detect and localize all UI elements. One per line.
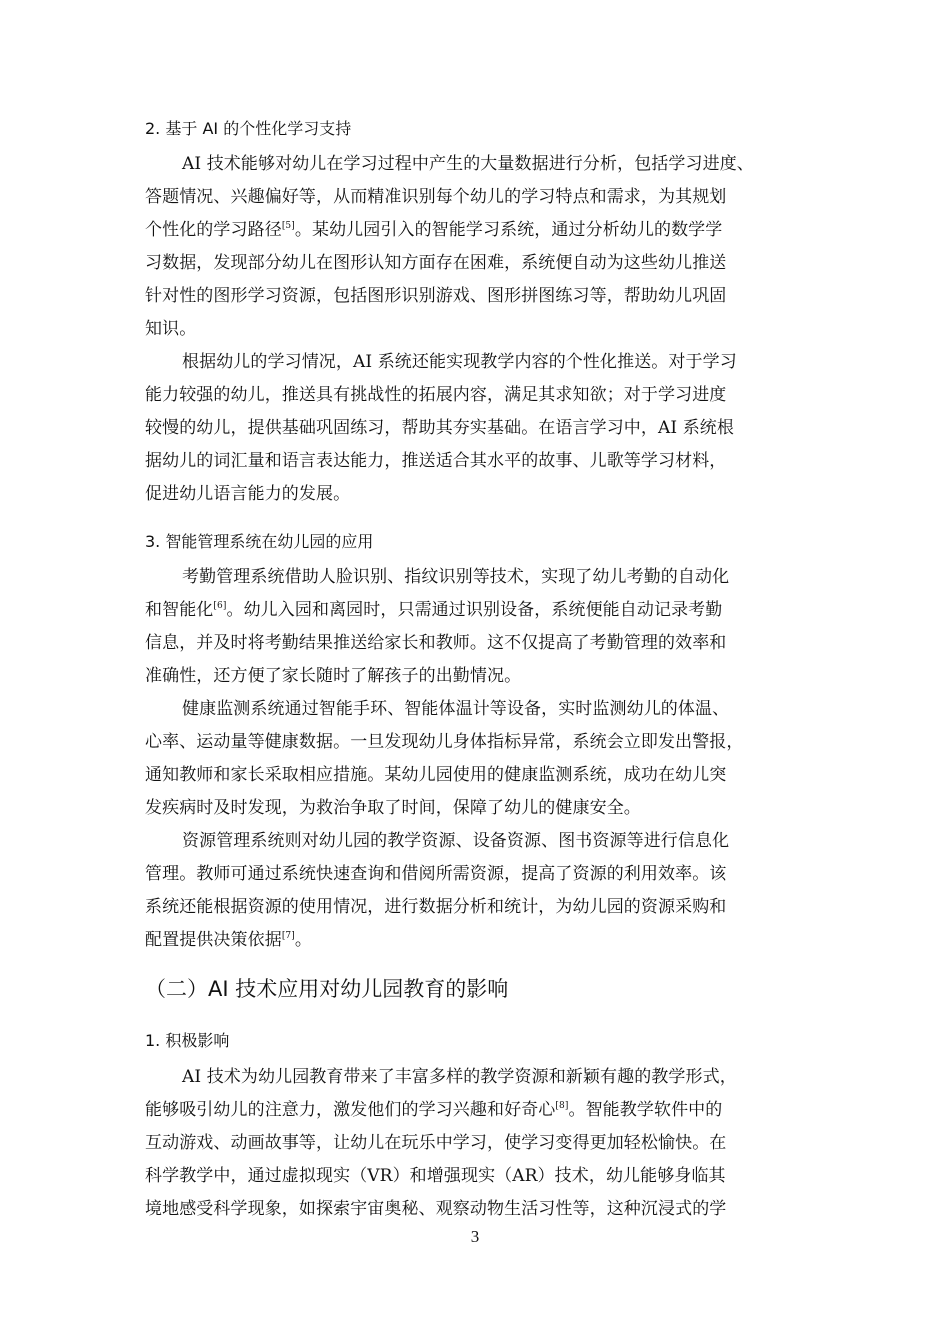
text-line: 系统还能根据资源的使用情况，进行数据分析和统计，为幼儿园的资源采购和	[145, 897, 727, 917]
section-heading-2: 2. 基于 AI 的个性化学习支持	[145, 119, 352, 138]
text-span: 能够吸引幼儿的注意力，激发他们的学习兴趣和好奇心	[145, 1100, 556, 1120]
paragraph-s3-1	[145, 561, 825, 693]
paragraph-s3-2	[145, 693, 825, 825]
text-line	[145, 924, 825, 957]
text-line	[145, 214, 825, 247]
text-span: 个性化的学习路径	[145, 220, 282, 240]
text-line: 心率、运动量等健康数据。一旦发现幼儿身体指标异常，系统会立即发出警报，	[145, 732, 744, 752]
text-line: 据幼儿的词汇量和语言表达能力，推送适合其水平的故事、儿歌等学习材料，	[145, 451, 727, 471]
text-line: 资源管理系统则对幼儿园的教学资源、设备资源、图书资源等进行信息化	[182, 831, 730, 851]
part-heading: （二）AI 技术应用对幼儿园教育的影响	[145, 977, 509, 1001]
text-line: 能力较强的幼儿，推送具有挑战性的拓展内容，满足其求知欲；对于学习进度	[145, 385, 727, 405]
text-line: 准确性，还方便了家长随时了解孩子的出勤情况。	[145, 666, 522, 686]
paragraph-s2-2	[145, 346, 825, 511]
paragraph-positive-impact	[145, 1061, 825, 1226]
text-span: 和智能化	[145, 600, 214, 620]
page-number: 3	[470, 1227, 480, 1246]
text-line: AI 技术能够对幼儿在学习过程中产生的大量数据进行分析，包括学习进度、	[182, 154, 754, 174]
text-line: 健康监测系统通过智能手环、智能体温计等设备，实时监测幼儿的体温、	[182, 699, 730, 719]
citation-7[interactable]: [7]	[281, 931, 295, 941]
text-span: 。	[294, 930, 312, 950]
text-line: 根据幼儿的学习情况，AI 系统还能实现教学内容的个性化推送。对于学习	[182, 352, 737, 372]
text-line: 互动游戏、动画故事等，让幼儿在玩乐中学习，使学习变得更加轻松愉快。在	[145, 1133, 727, 1153]
citation-6[interactable]: [6]	[213, 601, 227, 611]
text-line: 针对性的图形学习资源，包括图形识别游戏、图形拼图练习等，帮助幼儿巩固	[145, 286, 727, 306]
text-line: 信息，并及时将考勤结果推送给家长和教师。这不仅提高了考勤管理的效率和	[145, 633, 727, 653]
text-line	[145, 1094, 825, 1127]
text-span: 。智能教学软件中的	[568, 1100, 723, 1120]
citation-5[interactable]: [5]	[281, 221, 295, 231]
subsection-heading-1: 1. 积极影响	[145, 1031, 230, 1050]
section-heading-3: 3. 智能管理系统在幼儿园的应用	[145, 532, 374, 551]
citation-8[interactable]: [8]	[555, 1101, 569, 1111]
paragraph-s3-3	[145, 825, 825, 957]
paragraph-s2-1	[145, 148, 825, 346]
text-line	[145, 594, 825, 627]
text-line: 科学教学中，通过虚拟现实（VR）和增强现实（AR）技术，幼儿能够身临其	[145, 1166, 726, 1186]
text-line: 习数据，发现部分幼儿在图形认知方面存在困难，系统便自动为这些幼儿推送	[145, 253, 727, 273]
text-line: 知识。	[145, 319, 197, 339]
text-line: 较慢的幼儿，提供基础巩固练习，帮助其夯实基础。在语言学习中，AI 系统根	[145, 418, 734, 438]
text-line: 答题情况、兴趣偏好等，从而精准识别每个幼儿的学习特点和需求，为其规划	[145, 187, 727, 207]
text-line: 境地感受科学现象，如探索宇宙奥秘、观察动物生活习性等，这种沉浸式的学	[145, 1199, 727, 1219]
text-span: 。幼儿入园和离园时，只需通过识别设备，系统便能自动记录考勤	[226, 600, 723, 620]
text-span: 。某幼儿园引入的智能学习系统，通过分析幼儿的数学学	[294, 220, 723, 240]
text-line: 发疾病时及时发现，为救治争取了时间，保障了幼儿的健康安全。	[145, 798, 641, 818]
text-line: 考勤管理系统借助人脸识别、指纹识别等技术，实现了幼儿考勤的自动化	[182, 567, 730, 587]
text-line: 促进幼儿语言能力的发展。	[145, 484, 351, 504]
text-line: 管理。教师可通过系统快速查询和借阅所需资源，提高了资源的利用效率。该	[145, 864, 727, 884]
text-span: 配置提供决策依据	[145, 930, 282, 950]
text-line: AI 技术为幼儿园教育带来了丰富多样的教学资源和新颖有趣的教学形式，	[182, 1067, 737, 1087]
text-line: 通知教师和家长采取相应措施。某幼儿园使用的健康监测系统，成功在幼儿突	[145, 765, 727, 785]
